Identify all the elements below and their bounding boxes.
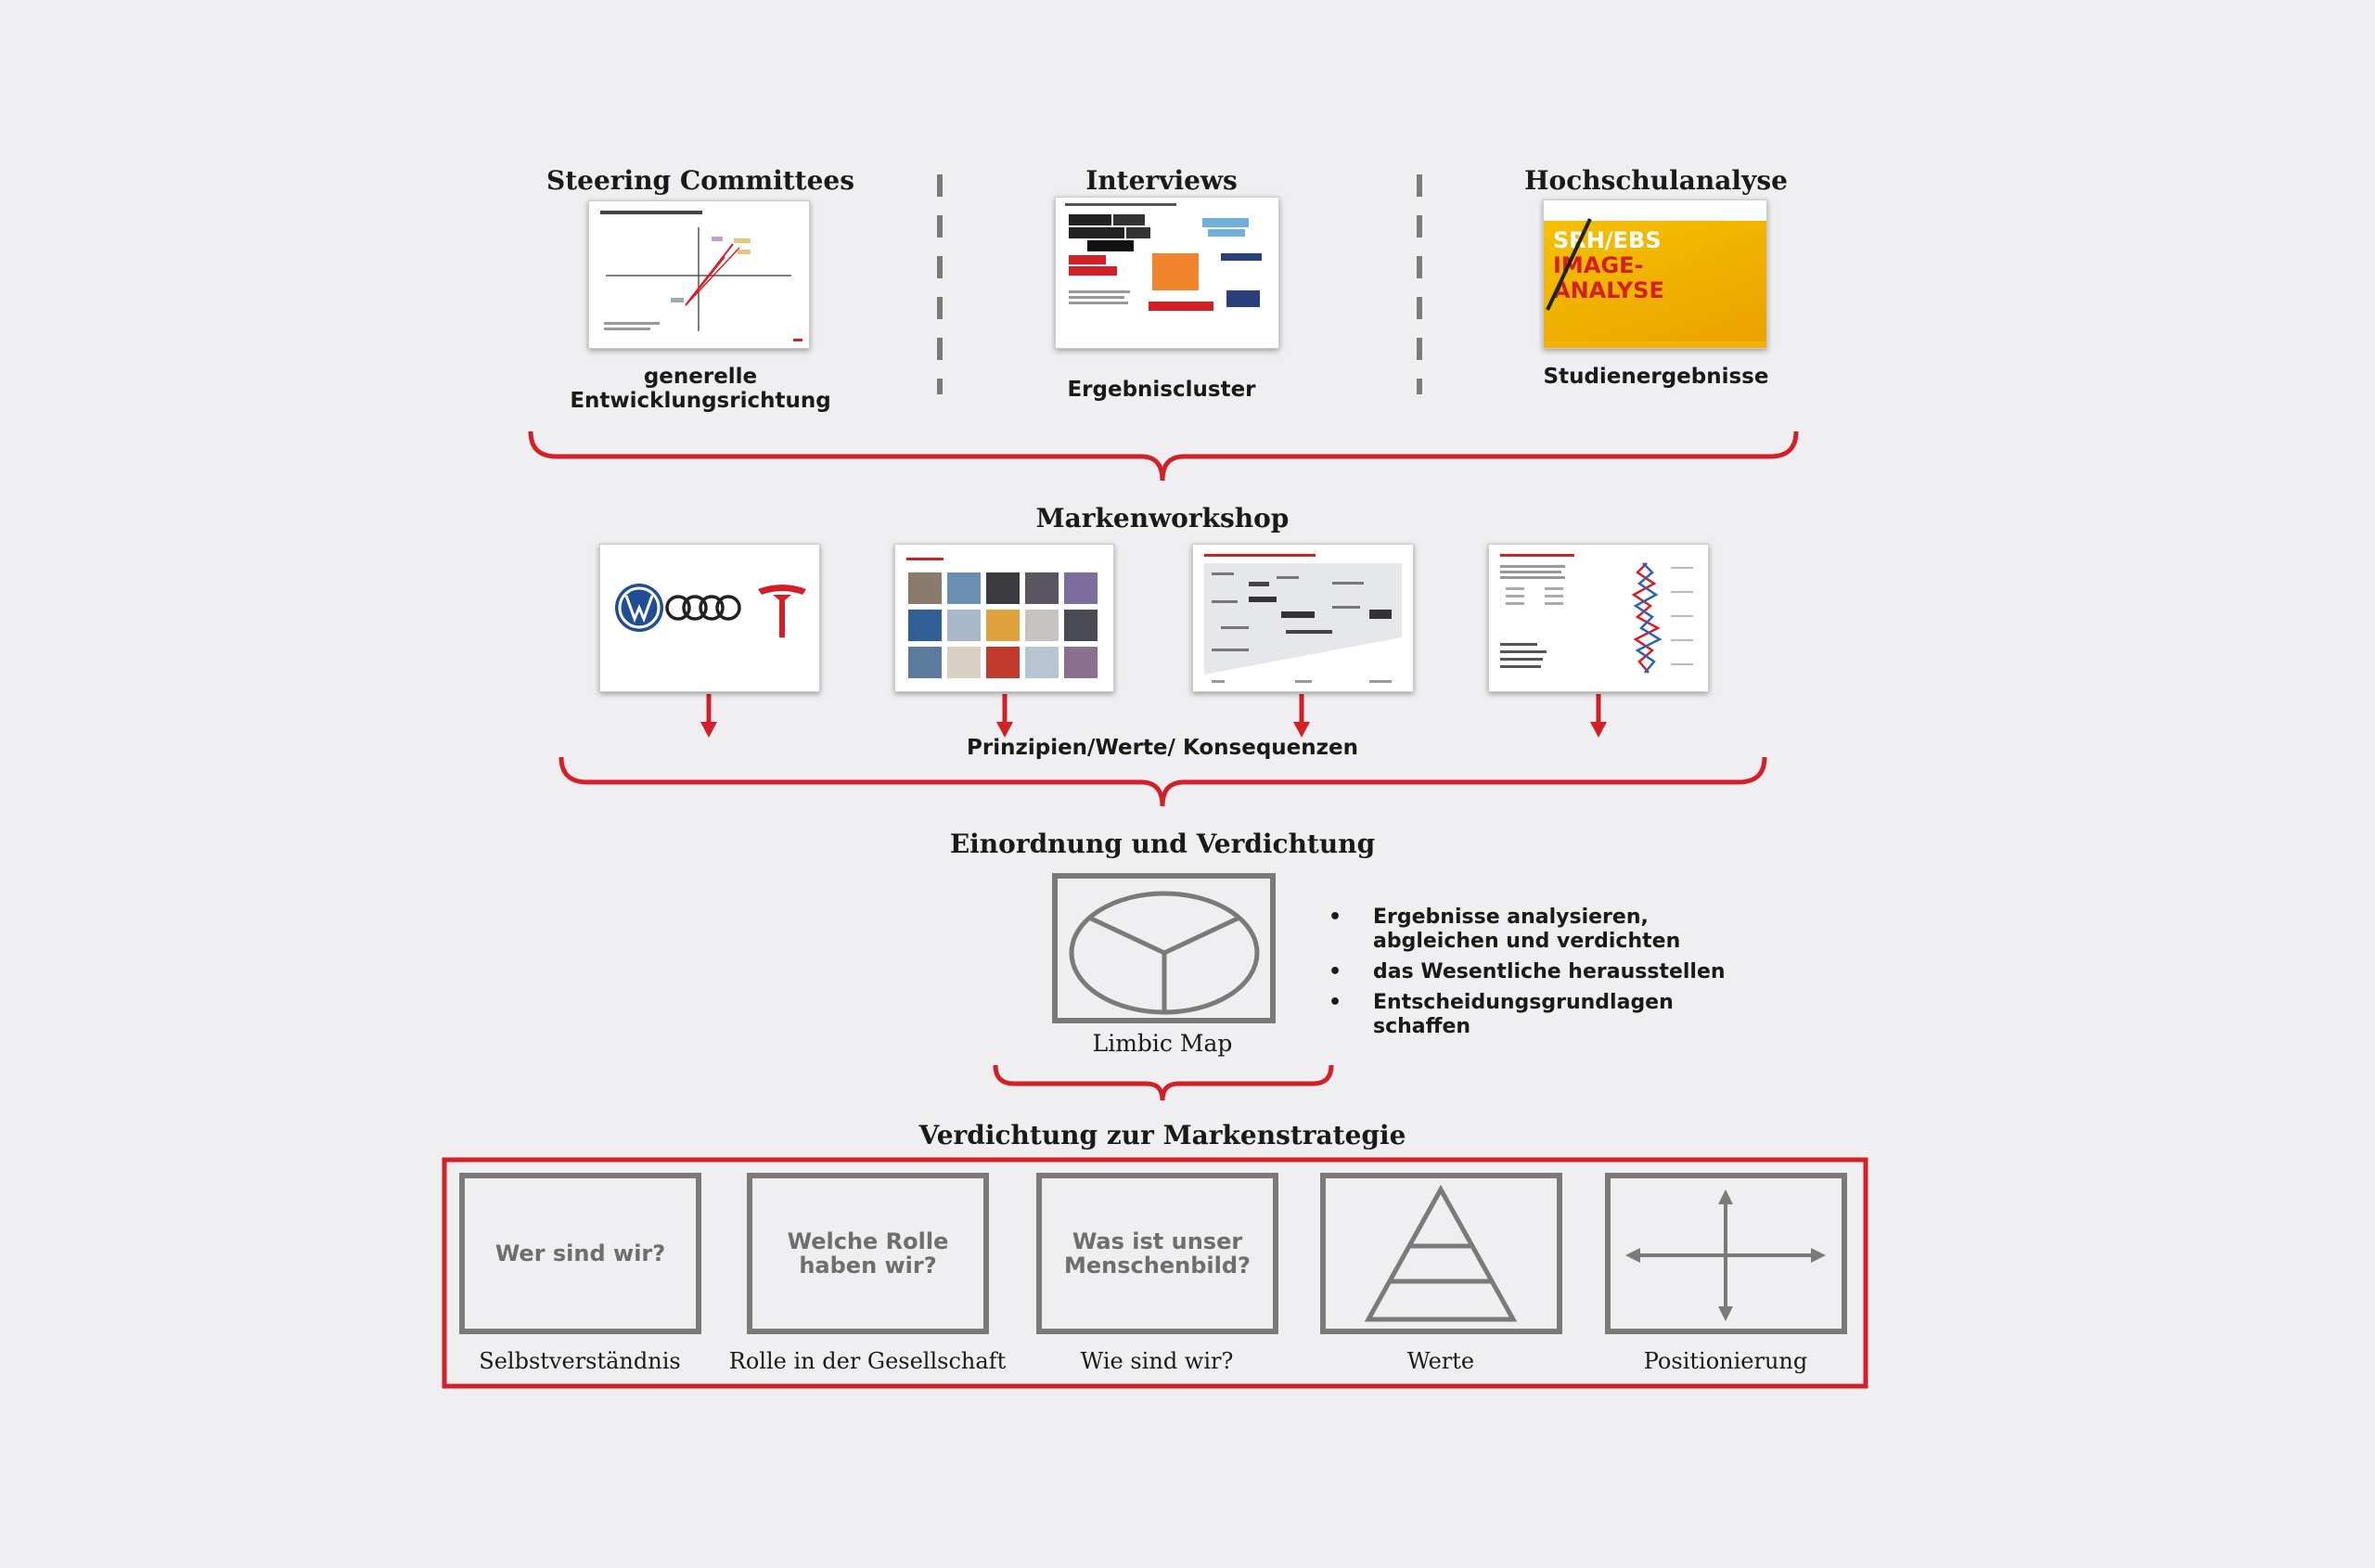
bullet-text: Ergebnisse analysieren, abgleichen und verdichten — [1373, 906, 1681, 953]
strategy-box-rolle — [747, 1173, 989, 1334]
bullet-item — [1325, 991, 1770, 1039]
condensation-bullets — [1325, 906, 1770, 1046]
limbic-map-icon — [1058, 879, 1270, 1018]
source-title-steering: Steering Committees — [546, 165, 854, 196]
strategy-label: Selbstverständnis — [479, 1348, 681, 1374]
strategy-box-werte — [1320, 1173, 1562, 1334]
strategy-question: Wer sind wir? — [494, 1240, 666, 1266]
brand-logos-slide — [599, 544, 820, 692]
strategy-label: Werte — [1406, 1348, 1475, 1374]
word-cloud-slide — [1192, 544, 1414, 692]
bullet-dot: • — [1329, 960, 1342, 983]
pyramid-icon — [1326, 1178, 1557, 1329]
bullet-text: Entscheidungsgrundlagen schaffen — [1373, 991, 1674, 1038]
condensation-title: Einordnung und Verdichtung — [949, 829, 1376, 859]
bullet-dot: • — [1329, 906, 1342, 929]
strategy-label: Rolle in der Gesellschaft — [728, 1348, 1007, 1374]
workshop-result: Prinzipien/Werte/ Konsequenzen — [967, 736, 1358, 760]
bullet-dot: • — [1329, 991, 1342, 1014]
limbic-map-label: Limbic Map — [1092, 1030, 1233, 1057]
interview-cluster-thumbnail — [1055, 197, 1279, 349]
brace-sources — [531, 431, 1796, 481]
strategy-question: Welche Rolle haben wir? — [787, 1228, 949, 1279]
image-collage-slide — [894, 544, 1114, 692]
strategy-label: Wie sind wir? — [1080, 1348, 1234, 1374]
profile-comparison-slide — [1488, 544, 1709, 692]
bullet-item — [1325, 960, 1770, 984]
strategy-question: Was ist unser Menschenbild? — [1064, 1228, 1251, 1279]
source-title-interviews: Interviews — [1085, 165, 1238, 196]
bullet-item — [1325, 906, 1770, 954]
limbic-map-box — [1052, 873, 1276, 1023]
cluster-slide-icon — [1056, 198, 1278, 348]
photo-collage-icon — [895, 545, 1113, 691]
brace-workshop — [561, 757, 1765, 806]
study-cover-pen-icon — [1544, 200, 1766, 348]
study-cover-headline-2: ANALYSE — [1553, 277, 1664, 303]
study-cover-headline-1: IMAGE- — [1553, 252, 1644, 278]
workshop-title: Markenworkshop — [1035, 503, 1290, 533]
strategy-title: Verdichtung zur Markenstrategie — [918, 1120, 1406, 1150]
car-brand-logos-icon — [600, 545, 819, 691]
source-caption-steering: generelle Entwicklungsrichtung — [570, 365, 831, 413]
strategy-label: Positionierung — [1643, 1348, 1808, 1374]
study-cover-brand: SRH/EBS — [1553, 227, 1662, 253]
axes-cross-icon — [1611, 1178, 1842, 1329]
brace-condensation — [995, 1065, 1331, 1100]
source-title-hochschul: Hochschulanalyse — [1524, 165, 1788, 196]
strategy-box-selbstverstaendnis — [459, 1173, 701, 1334]
word-cloud-icon — [1193, 545, 1413, 691]
study-cover-thumbnail — [1543, 199, 1767, 349]
source-caption-hochschul: Studienergebnisse — [1543, 365, 1769, 389]
source-caption-interviews: Ergebniscluster — [1067, 378, 1256, 402]
strategy-box-positionierung — [1605, 1173, 1847, 1334]
strategy-box-menschenbild — [1036, 1173, 1278, 1334]
quadrant-chart-icon — [589, 201, 809, 348]
steering-chart-thumbnail — [588, 200, 810, 349]
bullet-text: das Wesentliche herausstellen — [1373, 960, 1726, 983]
profile-lines-icon — [1489, 545, 1708, 691]
